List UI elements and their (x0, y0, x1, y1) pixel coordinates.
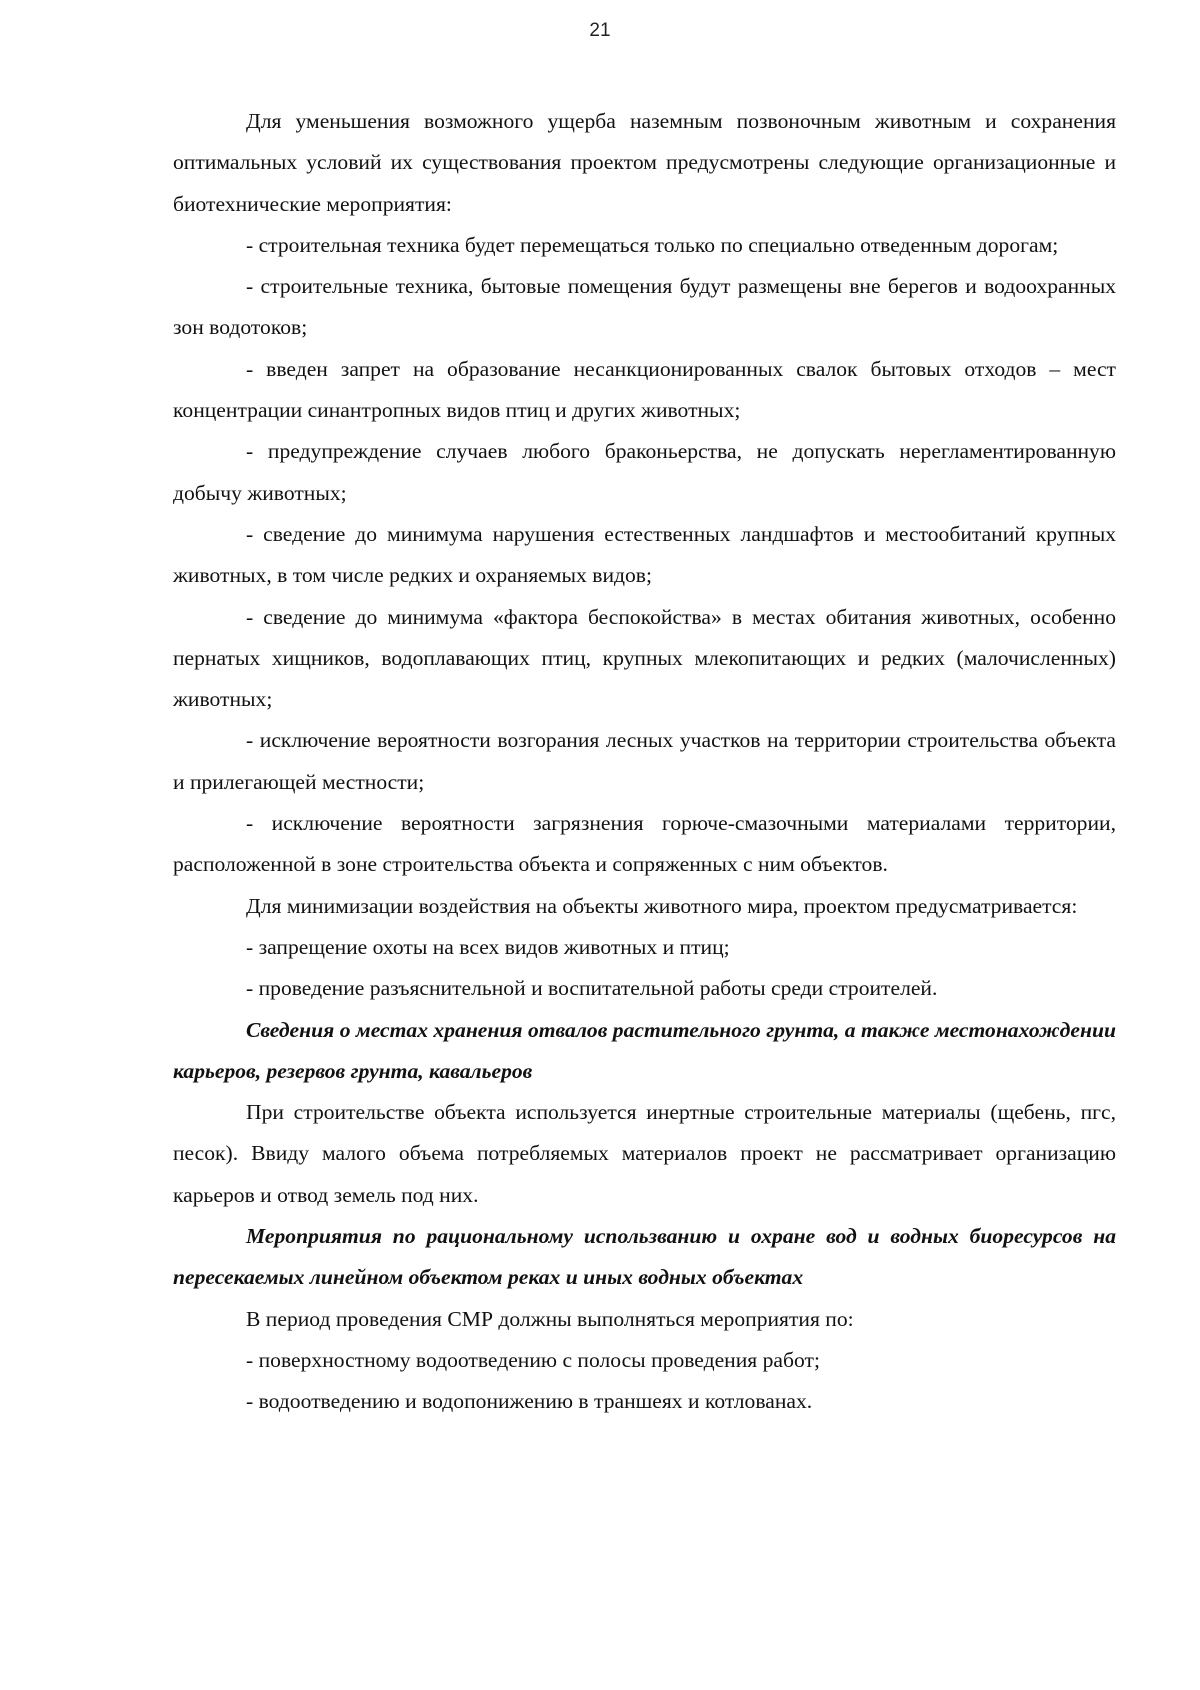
measure-item: - строительная техника будет перемещаться только по специально отведенным дорогам; (246, 232, 1059, 257)
section-heading-water: Мероприятия по рациональному использванию и охране вод и водных биоресурсов на пересекаемых линейном объектом реках и иных водных объектах (173, 1224, 1116, 1290)
minimization-item: - запрещение охоты на всех видов животных и птиц; (246, 934, 730, 959)
measure-item: - строительные техника, бытовые помещения будут размещены вне берегов и водоохранных зон водотоков; (173, 274, 1116, 340)
measure-item: - сведение до минимума нарушения естественных ландшафтов и местообитаний крупных животных, в том числе редких и охраняемых видов; (173, 521, 1116, 588)
minimization-intro: Для минимизации воздействия на объекты животного мира, проектом предусматривается: (246, 893, 1078, 918)
measure-item: - введен запрет на образование несанкционированных свалок бытовых отходов – мест концентрации синантропных видов птиц и других животных; (173, 356, 1116, 423)
page-number: 21 (589, 20, 611, 41)
measure-item: - исключение вероятности загрязнения горюче-смазочными материалами территории, расположенной в зоне строительства объекта и сопряженных с ним объектов. (173, 811, 1116, 877)
section-text-soil: При строительстве объекта используется инертные строительные материалы (щебень, пгс, песок). Ввиду малого объема потребляемых материалов проект не рассматривает организацию карьеров и отвод земель под них. (173, 1100, 1116, 1207)
water-measure-item: - водоотведению и водопонижению в траншеях и котлованах. (246, 1389, 813, 1414)
measure-item: - исключение вероятности возгорания лесных участков на территории строительства объекта и прилегающей местности; (173, 728, 1116, 794)
measure-item: - предупреждение случаев любого браконьерства, не допускать нерегламентированную добычу животных; (173, 439, 1116, 505)
section-intro-water: В период проведения СМР должны выполняться мероприятия по: (246, 1306, 854, 1331)
minimization-item: - проведение разъяснительной и воспитательной работы среди строителей. (246, 976, 938, 1001)
page-body (173, 101, 1116, 1423)
water-measure-item: - поверхностному водоотведению с полосы проведения работ; (246, 1347, 820, 1372)
intro-paragraph: Для уменьшения возможного ущерба наземным позвоночным животным и сохранения оптимальных условий их существования проектом предусмотрены следующие организационные и биотехнические мероприятия: (173, 109, 1116, 216)
measure-item: - сведение до минимума «фактора беспокойства» в местах обитания животных, особенно пернатых хищников, водоплавающих птиц, крупных млекопитающих и редких (малочисленных) животных; (173, 604, 1116, 712)
section-heading-soil: Сведения о местах хранения отвалов растительного грунта, а также местонахождении карьеров, резервов грунта, кавальеров (173, 1017, 1116, 1083)
